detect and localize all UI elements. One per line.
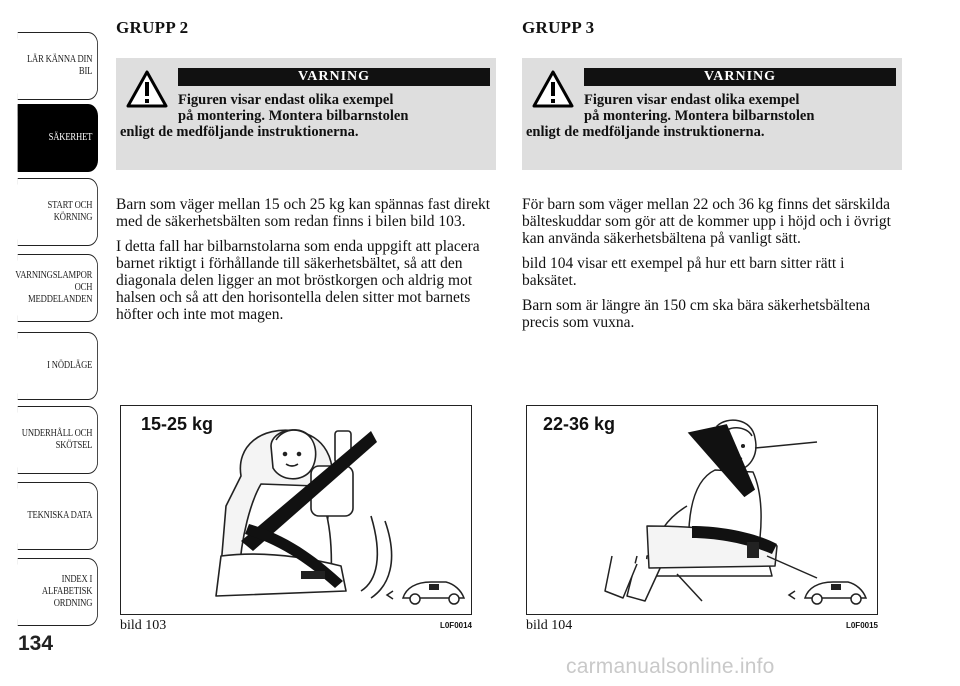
section-heading: GRUPP 2 <box>116 18 189 37</box>
warning-box <box>116 58 496 170</box>
watermark: carmanualsonline.info <box>566 655 775 678</box>
right-column <box>522 18 902 339</box>
tab-sakerhet[interactable]: SÄKERHET <box>18 104 98 172</box>
figure-104 <box>526 405 878 615</box>
figure-caption: bild 104 L0F0015 <box>526 618 878 633</box>
car-position-icon <box>789 582 866 604</box>
tab-index[interactable]: INDEX I ALFABETISK ORDNING <box>18 558 98 626</box>
figure-weight-label: 15-25 kg <box>141 414 214 434</box>
figure-code: L0F0015 <box>845 621 878 630</box>
warning-title: VARNING <box>584 68 896 86</box>
booster-cushion-illustration <box>527 406 876 613</box>
warning-text: Figuren visar endast olika exempel på montering. Montera bilbarnstolen enligt de medföljande instruktionerna. <box>526 92 815 140</box>
warning-text: Figuren visar endast olika exempel på montering. Montera bilbarnstolen enligt de medföljande instruktionerna. <box>120 92 409 140</box>
child-seat-illustration <box>121 406 470 613</box>
chapter-sidebar <box>0 0 104 640</box>
warning-box <box>522 58 902 170</box>
car-position-icon <box>387 582 464 604</box>
body-text: För barn som väger mellan 22 och 36 kg finns det särskilda bälteskuddar som gör att de kommer upp i höjd och i övrigt kan använda säkerhetsbältena på vanligt sätt. bild 104 visar ett exempel på hur ett barn sitter rätt i baksätet. Barn som är längre än 150 cm ska bära säkerhetsbältena precis som vuxna. <box>522 196 891 331</box>
figure-103 <box>120 405 472 615</box>
body-text: Barn som väger mellan 15 och 25 kg kan spännas fast direkt med de säkerhetsbälten som redan finns i bilen bild 103. I detta fall har bilbarnstolarna som enda uppgift att placera barnet riktigt i förhållande till säkerhetsbältet, så att den diagonala delen ligger an mot bröstkorgen och aldrig mot halsen och så att den horisontella delen sitter mot barnets höfter och inte mot magen. <box>116 196 491 323</box>
figure-caption: bild 103 L0F0014 <box>120 618 472 633</box>
tab-i-nodlage[interactable]: I NÖDLÄGE <box>18 332 98 400</box>
tab-underhall-och-skotsel[interactable]: UNDERHÅLL OCH SKÖTSEL <box>18 406 98 474</box>
tab-lar-kanna-din-bil[interactable]: LÄR KÄNNA DIN BIL <box>18 32 98 100</box>
section-heading: GRUPP 3 <box>522 18 595 37</box>
tab-varningslampor[interactable]: VARNINGSLAMPOR OCH MEDDELANDEN <box>18 254 98 322</box>
page-number: 134 <box>18 632 54 655</box>
figure-code: L0F0014 <box>439 621 472 630</box>
left-column <box>116 18 496 331</box>
figure-weight-label: 22-36 kg <box>543 414 616 434</box>
warning-title: VARNING <box>178 68 490 86</box>
tab-start-och-korning[interactable]: START OCH KÖRNING <box>18 178 98 246</box>
tab-tekniska-data[interactable]: TEKNISKA DATA <box>18 482 98 550</box>
